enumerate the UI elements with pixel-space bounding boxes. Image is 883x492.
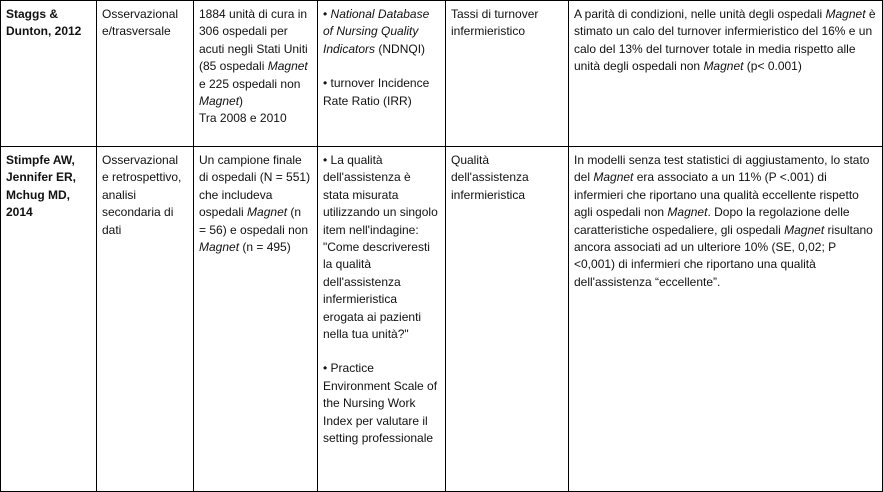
tools-cell: [318, 147, 446, 492]
tools-cell: [318, 1, 446, 147]
design-text: Osservazional e/trasversale: [102, 7, 179, 39]
tools-item: • Practice Environment Scale of the Nursing Work Index per valutare il setting professionale: [323, 361, 438, 446]
author-text: Staggs & Dunton, 2012: [6, 7, 82, 39]
results-text: è stimato un calo del turnover infermieristico del 16% e un calo del 13% del turnover totale in media rispetto alle unità degli ospedali non: [574, 7, 876, 74]
sample-em: Magnet: [199, 240, 240, 255]
results-em: Magnet: [703, 59, 744, 74]
outcome-cell: [446, 1, 569, 147]
sample-text: (n = 56) e ospedali non: [199, 205, 309, 237]
sample-em: Magnet: [199, 94, 240, 109]
tools-em: National Database of Nursing Quality Indicators: [323, 7, 430, 56]
sample-text: e 225 ospedali non: [199, 76, 301, 91]
author-cell: [1, 1, 97, 147]
results-cell: [569, 147, 883, 492]
results-text: era associato a un 11% (P <.001) di infermieri che riportano una qualità eccellente rispetto agli ospedali non: [574, 170, 859, 220]
results-em: Magnet: [593, 170, 634, 185]
design-cell: [97, 1, 194, 147]
sample-text: Un campione finale di ospedali (N = 551) che includeva ospedali: [199, 153, 311, 220]
tools-item: • turnover Incidence Rate Ratio (IRR): [323, 76, 430, 108]
table-row: [1, 1, 883, 147]
results-em: Magnet: [667, 205, 708, 220]
outcome-text: Qualità dell'assistenza infermieristica: [451, 153, 529, 202]
results-text: (p< 0.001): [743, 59, 802, 74]
sample-text: 1884 unità di cura in 306 ospedali per acuti negli Stati Uniti (85 ospedali: [199, 7, 308, 74]
bullet: •: [323, 7, 331, 21]
results-cell: [569, 1, 883, 147]
sample-cell: [194, 1, 318, 147]
sample-period: Tra 2008 e 2010: [199, 111, 287, 126]
sample-text: ): [239, 94, 244, 109]
table-row: [1, 147, 883, 492]
author-cell: [1, 147, 97, 492]
outcome-text: Tassi di turnover infermieristico: [451, 7, 539, 39]
results-text: A parità di condizioni, nelle unità degli ospedali: [574, 7, 826, 21]
tools-item: • La qualità dell'assistenza è stata misurata utilizzando un singolo item nell'indagine: "Come descriveresti la qualità dell'assistenza infermieristica erogata ai pazienti nella tua unità?": [323, 153, 438, 342]
sample-text: (n = 495): [239, 240, 291, 255]
sample-cell: [194, 147, 318, 492]
results-em: Magnet: [784, 222, 825, 237]
outcome-cell: [446, 147, 569, 492]
sample-em: Magnet: [247, 205, 288, 220]
tools-item: [323, 6, 439, 58]
results-text: risultano ancora associati ad un ulteriore 10% (SE, 0,02; P <0,001) di infermieri che riportano una qualità dell'assistenza “eccellente”.: [574, 222, 873, 289]
sample-em: Magnet: [267, 59, 308, 74]
results-text: In modelli senza test statistici di aggiustamento, lo stato del: [574, 153, 870, 185]
design-text: Osservazional e retrospettivo, analisi secondaria di dati: [102, 153, 182, 237]
results-text: . Dopo la regolazione delle caratteristiche ospedaliere, gli ospedali: [574, 205, 850, 237]
author-text: Stimpfe AW, Jennifer ER, Mchug MD, 2014: [6, 153, 77, 220]
tools-suffix: (NDNQI): [375, 41, 426, 56]
design-cell: [97, 147, 194, 492]
results-em: Magnet: [825, 7, 866, 21]
